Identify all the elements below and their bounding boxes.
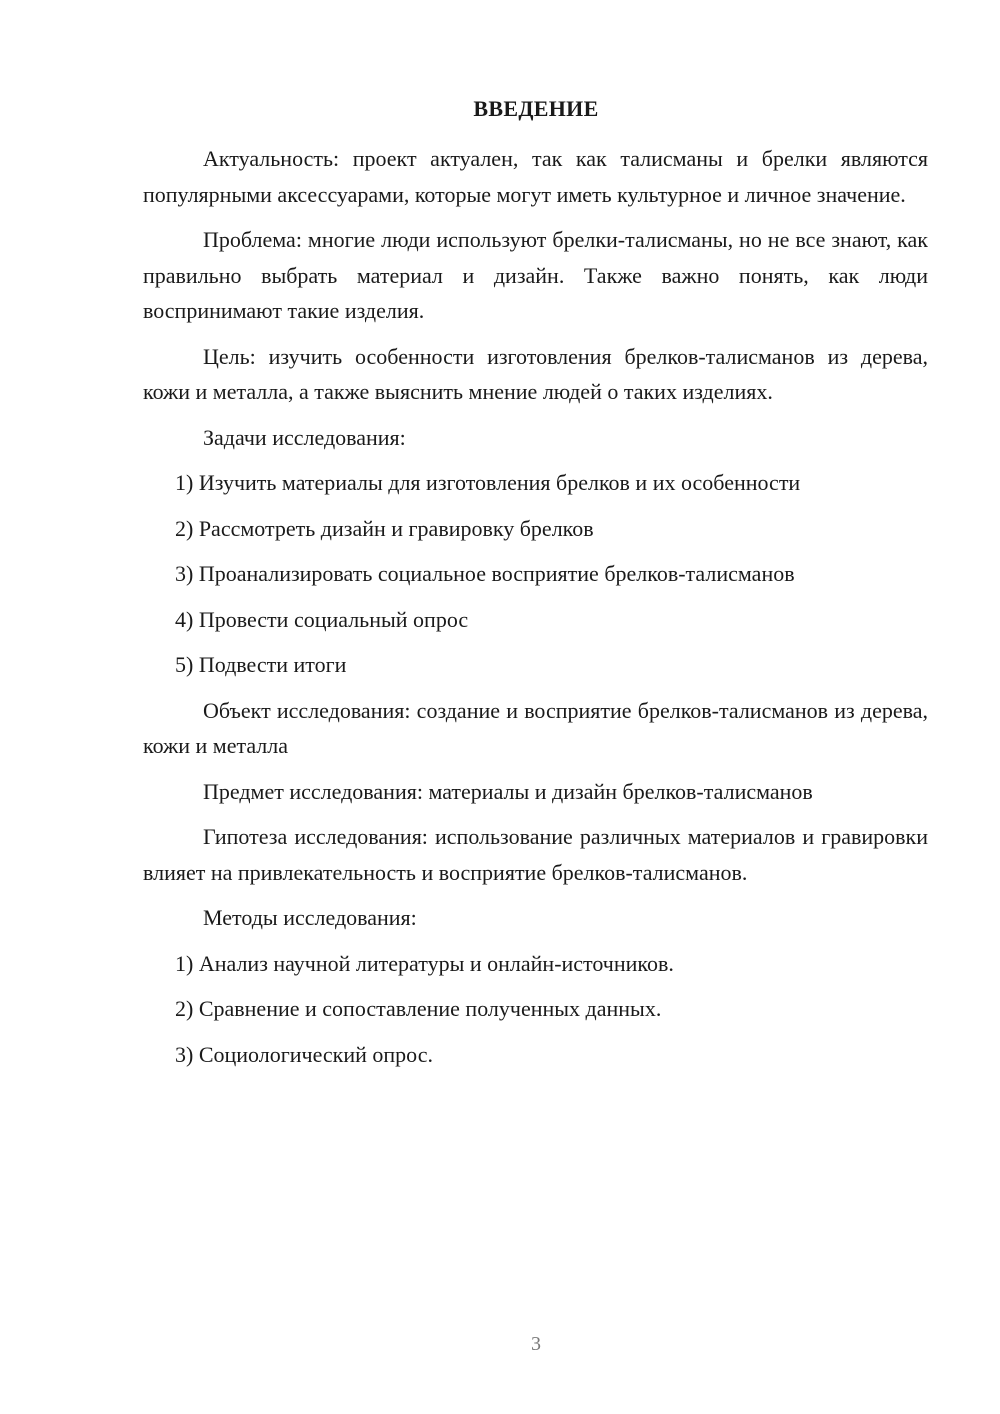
- task-item: 2) Рассмотреть дизайн и гравировку брелков: [175, 515, 594, 541]
- tasks-heading: Задачи исследования:: [203, 424, 406, 450]
- goal-paragraph: Цель: изучить особенности изготовления брелков-талисманов из дерева, кожи и металла, а также выяснить мнение людей о таких изделиях.: [143, 343, 928, 404]
- document-body: [143, 141, 928, 1082]
- hypothesis-paragraph: Гипотеза исследования: использование различных материалов и гравировки влияет на привлекательность и восприятие брелков-талисманов.: [143, 824, 928, 885]
- method-item: 2) Сравнение и сопоставление полученных данных.: [175, 996, 662, 1021]
- task-item: 1) Изучить материалы для изготовления брелков и их особенности: [175, 470, 801, 495]
- problem-paragraph: Проблема: многие люди используют брелки-талисманы, но не все знают, как правильно выбрать материал и дизайн. Также важно понять, как люди воспринимают такие изделия.: [143, 227, 928, 323]
- task-item: 3) Проанализировать социальное восприятие брелков-талисманов: [175, 561, 795, 586]
- relevance-paragraph: Актуальность: проект актуален, так как талисманы и брелки являются популярными аксессуарами, которые могут иметь культурное и личное значение.: [143, 146, 928, 207]
- page-number: 3: [531, 1333, 541, 1355]
- object-paragraph: Объект исследования: создание и восприятие брелков-талисманов из дерева, кожи и металла: [143, 697, 928, 758]
- task-item: 5) Подвести итоги: [175, 652, 347, 677]
- method-item: 3) Социологический опрос.: [175, 1041, 433, 1067]
- subject-paragraph: Предмет исследования: материалы и дизайн брелков-талисманов: [203, 778, 813, 804]
- method-item: 1) Анализ научной литературы и онлайн-источников.: [175, 950, 674, 976]
- task-item: 4) Провести социальный опрос: [175, 606, 469, 632]
- section-heading: ВВЕДЕНИЕ: [473, 96, 599, 121]
- methods-heading: Методы исследования:: [203, 905, 417, 930]
